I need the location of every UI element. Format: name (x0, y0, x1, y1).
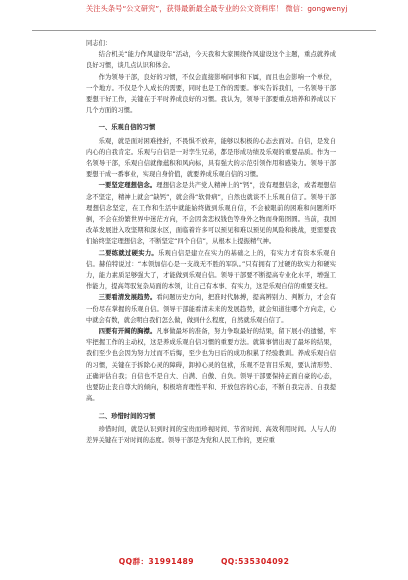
point-2-text: 乐观自信是建立在实力的基础之上的，有实力才有资本乐观自信。赫伯特说过：“本领加信心是一支战无不胜的军队。”只有拥有了过硬的软实力和硬实力，能力素质足够强大了，才能做到乐观自信。领导干部要不断提高专业化水平，增强工作能力，提高驾驭复杂局面的本领，让自己有本事、有实力，这是乐观自信的重要支柱。 (86, 249, 337, 291)
point-1-text: 理想信念是共产党人精神上的“钙”，没有理想信念，或者理想信念不坚定，精神上就会“缺钙”，就会得“软骨病”，自然也就谈不上乐观自信了。领导干部理想信念坚定，在工作和生活中就能始终做到乐观自信，不会被眼前的困难和问题所吓倒，不会在纷繁世界中迷茫方向，不会因贪恋权钱色等身外之物而身陷囹圄。当前，我国改革发展进入攻坚期和深水区，面临着许多可以预见和难以预见的风险和挑战，更需要我们始终坚定理想信念，不断坚定“四个自信”，从根本上提振精气神。 (86, 182, 337, 246)
point-1-title: 一要坚定理想信念。 (98, 182, 157, 190)
footer-qq-group: QQ群：31991489 (118, 557, 194, 566)
document-body (86, 38, 336, 446)
intro-paragraph-1: 结合机关“能力作风建设年”活动，今天我和大家围绕作风建设这个主题，重点就养成良好习惯，谈几点认识和体会。 (86, 51, 336, 70)
point-4-text: 凡事做最坏的准备，努力争取最好的结果，留下展小的遗憾，牢牢把握工作的主动权，这是养成乐观自信习惯的重要方法。就算事情出现了最坏的结果，我们至少也会因为努力过而不后悔，至少也为日后的成功积累了经验教训。养成乐观自信的习惯，关键在于拆除心灵的障碍，卸掉心灵的包袱，乐观不是盲目乐观，要认清形势、正确评估自我；自信也不是自大、自满、自傲、自负。领导干部要保持正面自豪的心态，也要防止丧自尊大的倾向，积极培育理性平和、开放包容的心态，不断自我完善、自我提高。 (86, 328, 337, 403)
greeting: 同志们： (86, 40, 112, 47)
section-2-title: 二、珍惜时间的习惯 (98, 412, 156, 420)
point-2-title: 二要练就过硬实力。 (98, 249, 159, 257)
section-2-paragraph: 珍惜时间，就是认识到时间的宝贵而珍视时间、节省时间、高效利用时间。人与人的差异关键在于对时间的态度。领导干部是为党和人民工作的，更应重 (86, 425, 336, 444)
section-1-paragraph: 乐观，就是面对困难挫折，不畏惧不放弃，能够以积极的心态去面对。自信，是发自内心的自我肯定。乐观与自信是一对孪生兄弟，都是形成功绩及乐观的重要品质。作为一名领导干部，乐观自信就像蕴积和风向标，具有强大的示范引领作用和感染力。领导干部要想干成一番事业，实现自身价值，就要养成乐观自信的习惯。 (86, 137, 336, 179)
page-footer (0, 556, 408, 568)
header-promo-text: 关注头条号“公文研究”，获得最新最全最专业的公文资料库！ 微信：gongwenyj (86, 4, 348, 13)
section-1-title: 一、乐观自信的习惯 (98, 124, 156, 132)
point-3-text: 看问题历史方向，把准时代脉搏，提高辨别力、判断力，才会有一份尽在掌握的乐观自信。领导干部能看清未来的发展趋势，就会知道往哪个方向走，心中就会有数，就会明白我们怎么做，做到什么程度，自然就乐观自信了。 (86, 294, 337, 324)
point-2-paragraph (86, 248, 336, 293)
point-3-title: 三要看清发展趋势。 (98, 294, 157, 302)
footer-qq-number: QQ:535304092 (220, 557, 290, 566)
point-3-paragraph (86, 292, 336, 326)
intro-paragraph-2: 作为领导干部，良好的习惯，不仅会直接影响同事和下属，而且也会影响一个单位，一个地方。不仅是个人成长的需要，同时也是工作的需要。事实告诉我们，一名领导干部要想干好工作，关键在于平时养成良好的习惯。我认为，领导干部要重点培养和养成以下几个方面的习惯。 (86, 73, 336, 115)
point-1-paragraph (86, 180, 336, 247)
point-4-title: 四要有开阔的胸襟。 (98, 328, 157, 336)
page-header (32, 0, 376, 31)
point-4-paragraph (86, 326, 336, 404)
